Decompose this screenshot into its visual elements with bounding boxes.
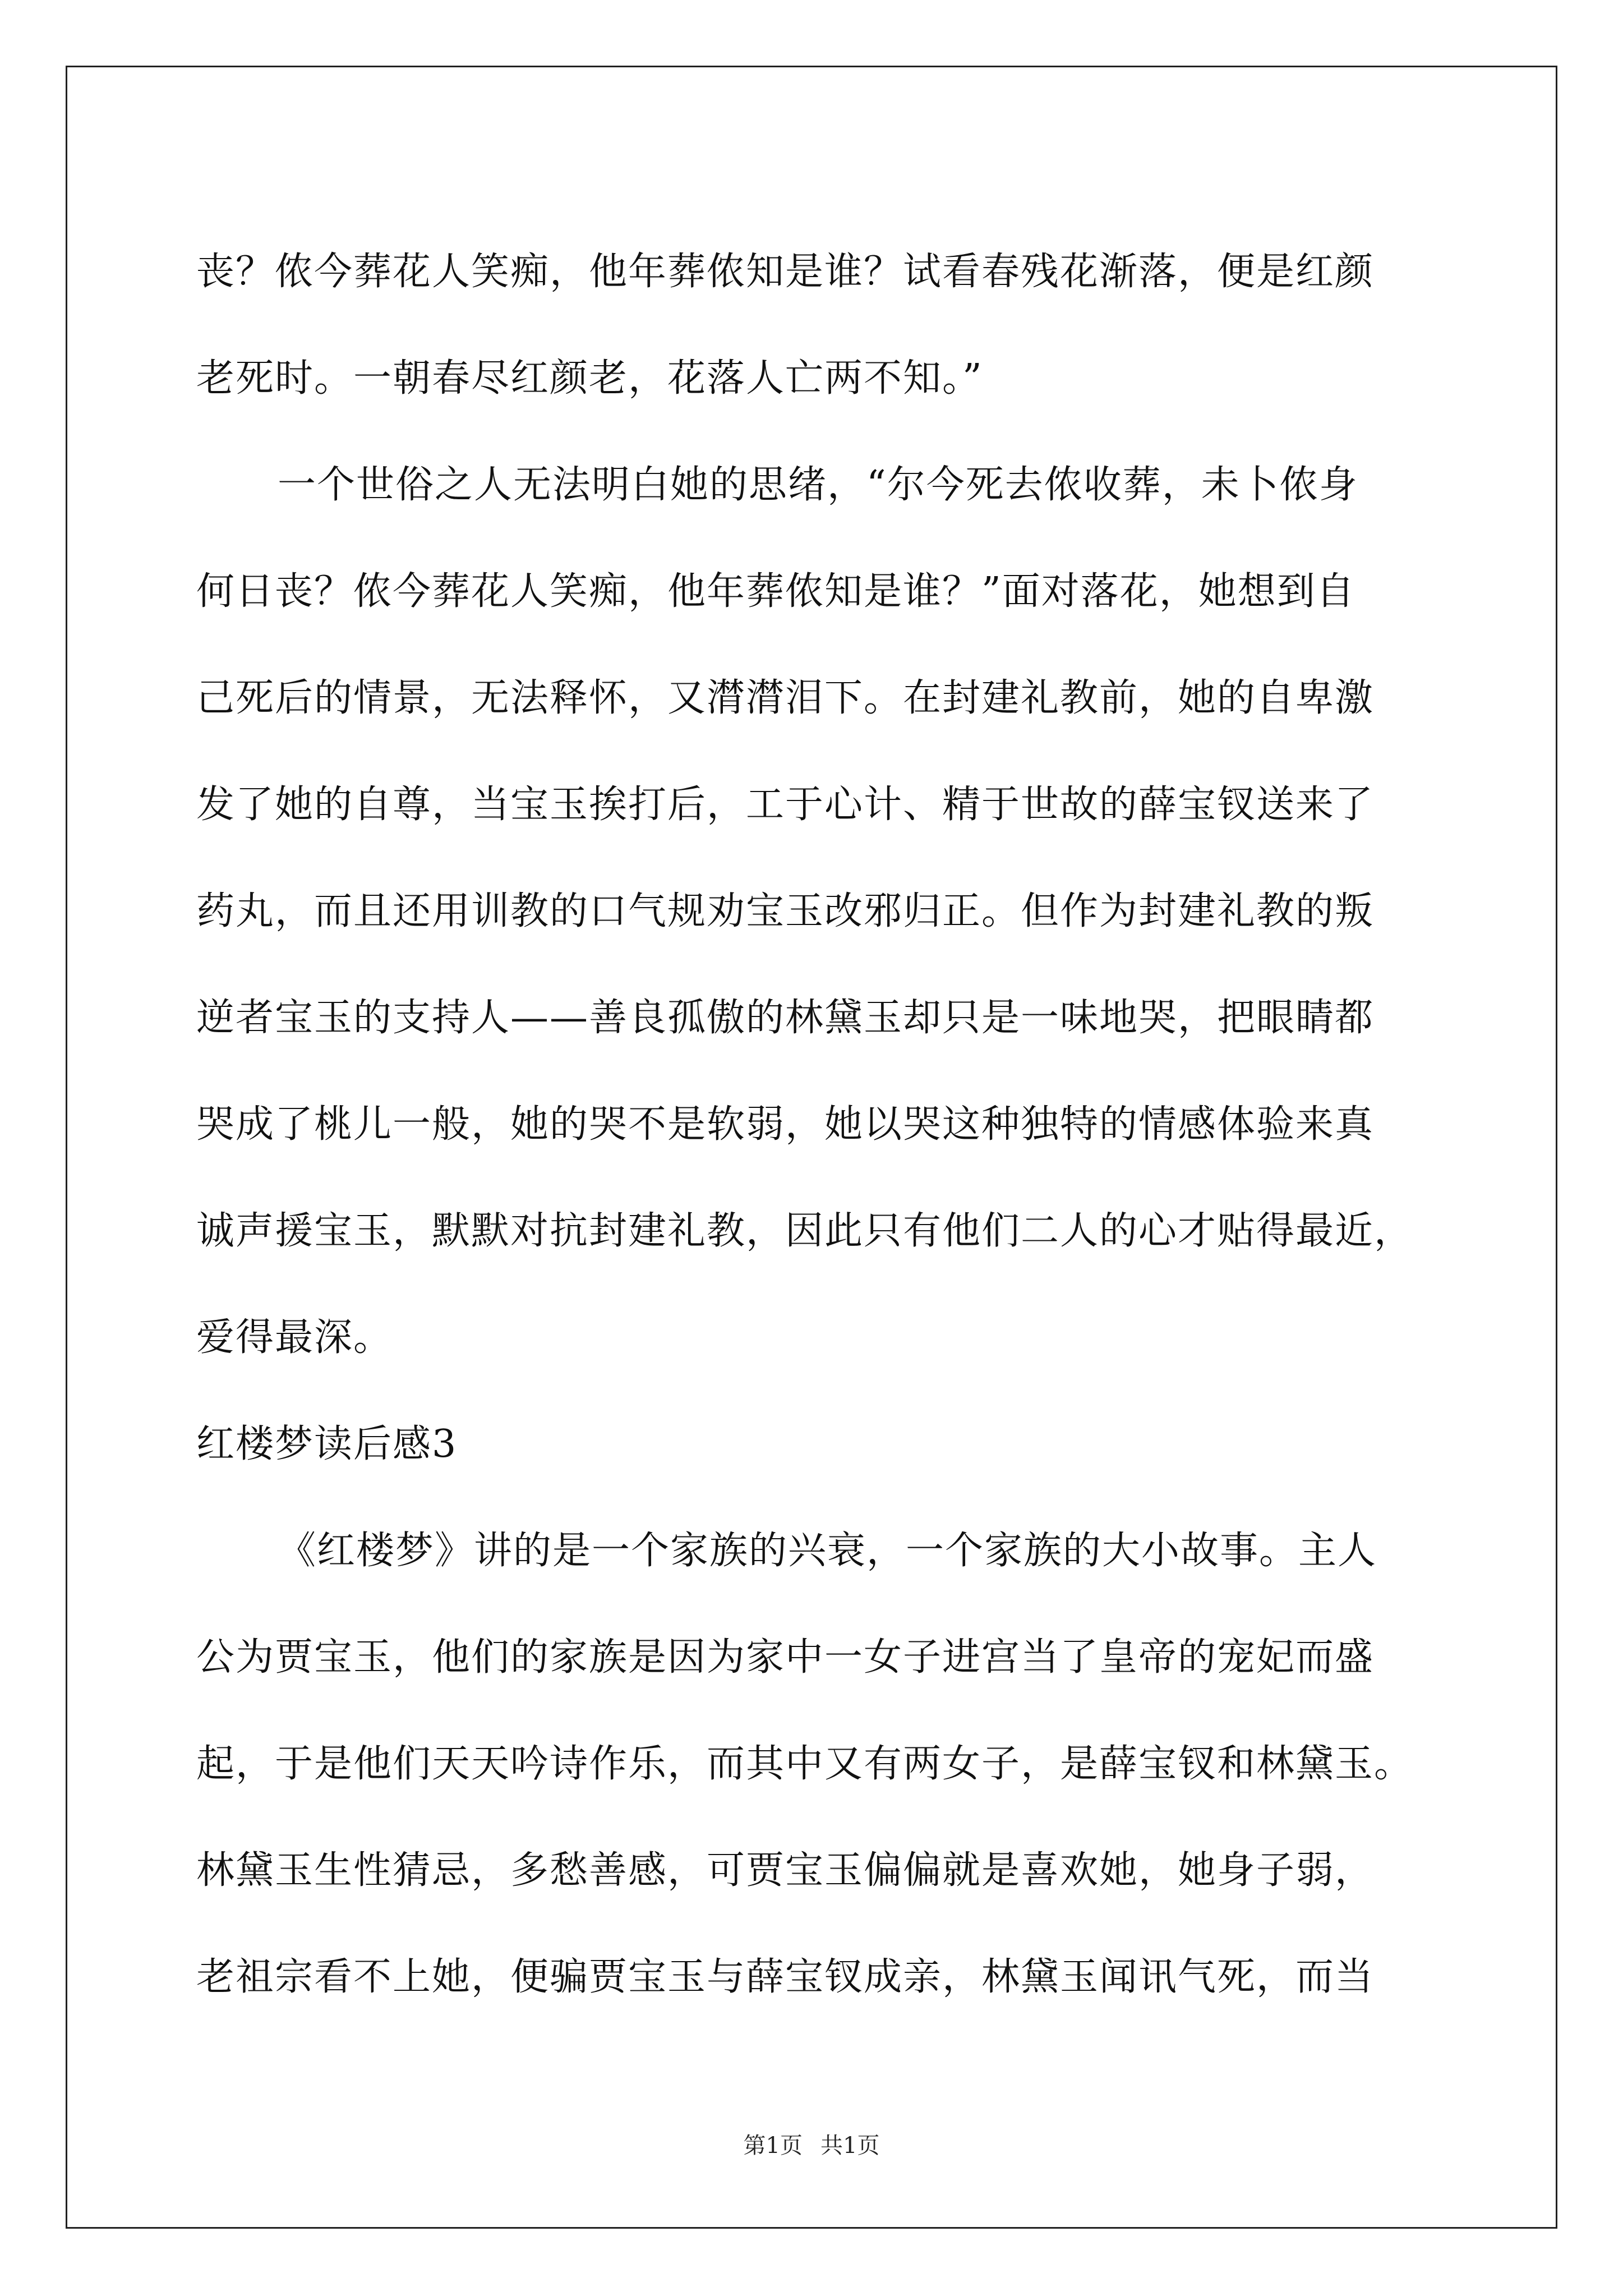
document-body xyxy=(196,219,1481,2031)
text-line: 林黛玉生性猜忌，多愁善感，可贾宝玉偏偏就是喜欢她，她身子弱， xyxy=(196,1848,1375,1893)
section-heading: 红楼梦读后感3 xyxy=(196,1422,458,1466)
paragraph-start-line: 一个世俗之人无法明白她的思绪，“尔今死去侬收葬，未卜侬身 xyxy=(278,463,1358,507)
text-line: 何日丧？侬今葬花人笑痴，他年葬侬知是谁？”面对落花，她想到自 xyxy=(196,569,1355,614)
page-number-total: 共1页 xyxy=(820,2133,880,2159)
text-line: 哭成了桃儿一般，她的哭不是软弱，她以哭这种独特的情感体验来真 xyxy=(196,1102,1375,1147)
text-line: 爱得最深。 xyxy=(196,1315,393,1360)
text-line: 公为贾宝玉，他们的家族是因为家中一女子进宫当了皇帝的宠妃而盛 xyxy=(196,1635,1375,1680)
text-line: 己死后的情景，无法释怀，又潸潸泪下。在封建礼教前，她的自卑激 xyxy=(196,676,1375,720)
text-line: 诚声援宝玉，默默对抗封建礼教，因此只有他们二人的心才贴得最近， xyxy=(196,1209,1414,1253)
text-line: 老死时。一朝春尽红颜老，花落人亡两不知。” xyxy=(196,356,983,401)
page-number-current: 第1页 xyxy=(743,2133,803,2159)
text-line: 丧？侬今葬花人笑痴，他年葬侬知是谁？试看春残花渐落，便是红颜 xyxy=(196,250,1375,294)
text-line: 药丸，而且还用训教的口气规劝宝玉改邪归正。但作为封建礼教的叛 xyxy=(196,889,1375,933)
text-line: 老祖宗看不上她，便骗贾宝玉与薛宝钗成亲，林黛玉闻讯气死，而当 xyxy=(196,1955,1375,1999)
page-footer xyxy=(0,2129,1623,2162)
text-line: 发了她的自尊，当宝玉挨打后，工于心计、精于世故的薛宝钗送来了 xyxy=(196,783,1375,827)
text-line: 起，于是他们天天吟诗作乐，而其中又有两女子，是薛宝钗和林黛玉。 xyxy=(196,1742,1414,1786)
paragraph-start-line: 《红楼梦》讲的是一个家族的兴衰，一个家族的大小故事。主人 xyxy=(278,1529,1377,1573)
text-line: 逆者宝玉的支持人——善良孤傲的林黛玉却只是一味地哭，把眼睛都 xyxy=(196,996,1375,1040)
